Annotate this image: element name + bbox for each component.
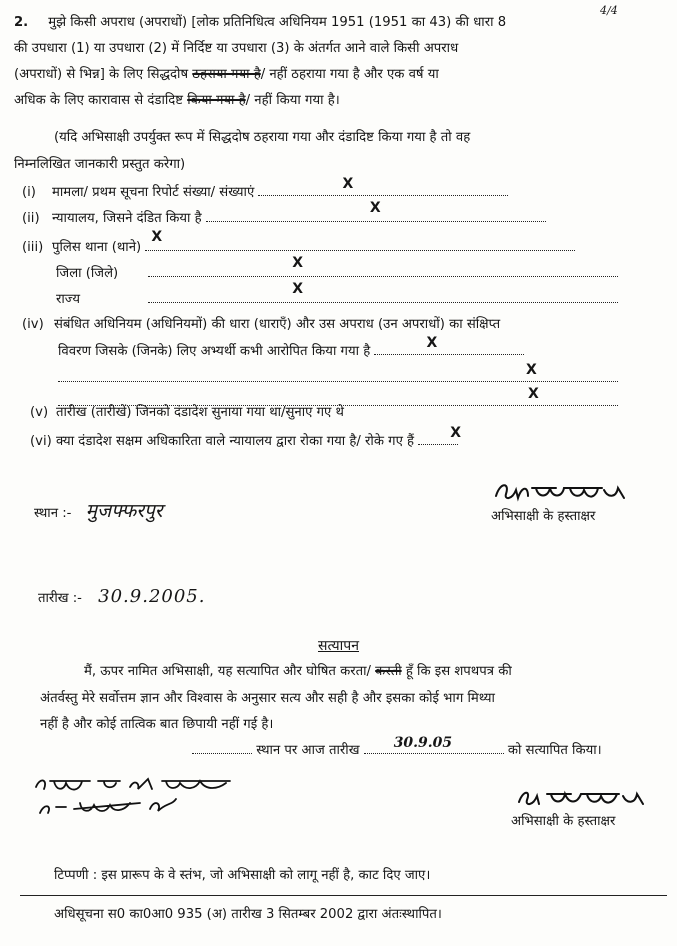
- date-label: तारीख :-: [38, 591, 82, 606]
- field-v: (v) तारीख (तारीखें) जिनको दंडादेश सुनाया गया था/सुनाए गए थे: [30, 405, 344, 420]
- field-iv-line-1: (iv) संबंधित अधिनियम (अधिनियमों) की धारा (धाराएँ) और उस अपराध (उन अपराधों) का संक्षिप्त: [22, 317, 501, 332]
- cross-mark: X: [528, 386, 539, 402]
- cross-mark: X: [292, 281, 303, 297]
- conditional-line-1: (यदि अभिसाक्षी उपर्युक्त रूप में सिद्धदोष ठहराया गया और दंडादिष्ट किया गया है तो वह: [54, 130, 471, 145]
- field-i: (i) मामला/ प्रथम सूचना रिपोर्ट संख्या/ संख्याएं X: [22, 183, 508, 202]
- dotted-line: [145, 229, 575, 251]
- dotted-line: [374, 335, 524, 355]
- cross-mark: X: [426, 335, 438, 351]
- dotted-line: [418, 425, 462, 445]
- verification-line-2: अंतर्वस्तु मेरे सर्वोत्तम ज्ञान और विश्वास के अनुसार सत्य और सही है और इसका कोई भाग मिथ्या: [40, 691, 495, 706]
- cross-mark: X: [450, 425, 462, 441]
- date-value: 30.9.2005.: [98, 586, 206, 607]
- cross-mark: X: [151, 229, 163, 245]
- field-state: राज्य X: [56, 290, 618, 309]
- field-district: जिला (जिले) X: [56, 264, 618, 283]
- item-2-line-3: (अपराधों) से भिन्न] के लिए सिद्धदोष ठहराया गया है/ नहीं ठहराया गया है और एक वर्ष या: [14, 67, 439, 82]
- item-2-line-4: अधिक के लिए कारावास से दंडादिष्ट किया गया है/ नहीं किया गया है।: [14, 93, 340, 108]
- official-endorsement-image: [30, 773, 250, 821]
- verification-line-3: नहीं है और कोई तात्विक बात छिपायी नहीं गई है।: [40, 717, 274, 732]
- dotted-line: [364, 735, 504, 754]
- item-2-number: 2.: [14, 15, 29, 30]
- cross-mark: X: [526, 362, 537, 378]
- footnote-notification: अधिसूचना स0 का0आ0 935 (अ) तारीख 3 सितम्बर 2002 द्वारा अंतःस्थापित।: [54, 907, 442, 922]
- signature-image-1: [492, 476, 642, 508]
- dotted-line: [192, 741, 252, 754]
- footnote-divider: [20, 895, 667, 896]
- item-2-line-1: 2. मुझे किसी अपराध (अपराधों) [लोक प्रतिनिधित्व अधिनियम 1951 (1951 का 43) की धारा 8: [14, 15, 507, 30]
- field-iii: (iii) पुलिस थाना (थाने) X: [22, 238, 575, 257]
- place-label: स्थान :-: [34, 506, 72, 521]
- top-page-mark: 4/4: [600, 4, 618, 17]
- place-value: मुजफ्फरपुर: [85, 500, 163, 522]
- signature-image-2: [515, 784, 655, 812]
- dotted-line: [258, 176, 508, 196]
- struck-text: किया गया है: [187, 93, 246, 108]
- signature-caption-1: अभिसाक्षी के हस्ताक्षर: [491, 509, 596, 524]
- verification-line-4: स्थान पर आज तारीख 30.9.05 को सत्यापित किया।: [192, 741, 602, 760]
- cross-mark: X: [369, 200, 381, 216]
- field-iv-line-2: विवरण जिसके (जिनके) लिए अभ्यर्थी कभी आरोपित किया गया है X: [58, 342, 524, 361]
- struck-text: ठहराया गया है: [192, 67, 261, 82]
- place-row: [34, 502, 163, 523]
- date-row: [38, 588, 205, 608]
- struck-text: करती: [375, 664, 402, 679]
- footnote-note: टिप्पणी : इस प्रारूप के वे स्तंभ, जो अभिसाक्षी को लागू नहीं है, काट दिए जाए।: [54, 868, 431, 883]
- cross-mark: X: [292, 255, 303, 271]
- signature-caption-2: अभिसाक्षी के हस्ताक्षर: [511, 814, 616, 829]
- item-2-line-2: की उपधारा (1) या उपधारा (2) में निर्दिष्ट या उपधारा (3) के अंतर्गत आने वाले किसी अपराध: [14, 41, 459, 56]
- field-ii: (ii) न्यायालय, जिसने दंडित किया है X: [22, 209, 546, 228]
- cross-mark: X: [342, 176, 354, 192]
- verification-line-1: मैं, ऊपर नामित अभिसाक्षी, यह सत्यापित और घोषित करता/ करती हूँ कि इस शपथपत्र की: [84, 664, 512, 679]
- verification-heading: सत्यापन: [318, 638, 359, 654]
- dotted-line: [58, 362, 618, 382]
- verification-date-value: 30.9.05: [393, 735, 453, 751]
- field-vi: (vi) क्या दंडादेश सक्षम अधिकारिता वाले न्यायालय द्वारा रोका गया है/ रोके गए हैं X: [30, 425, 462, 449]
- dotted-line: [206, 200, 546, 222]
- conditional-line-2: निम्नलिखित जानकारी प्रस्तुत करेगा): [14, 157, 186, 172]
